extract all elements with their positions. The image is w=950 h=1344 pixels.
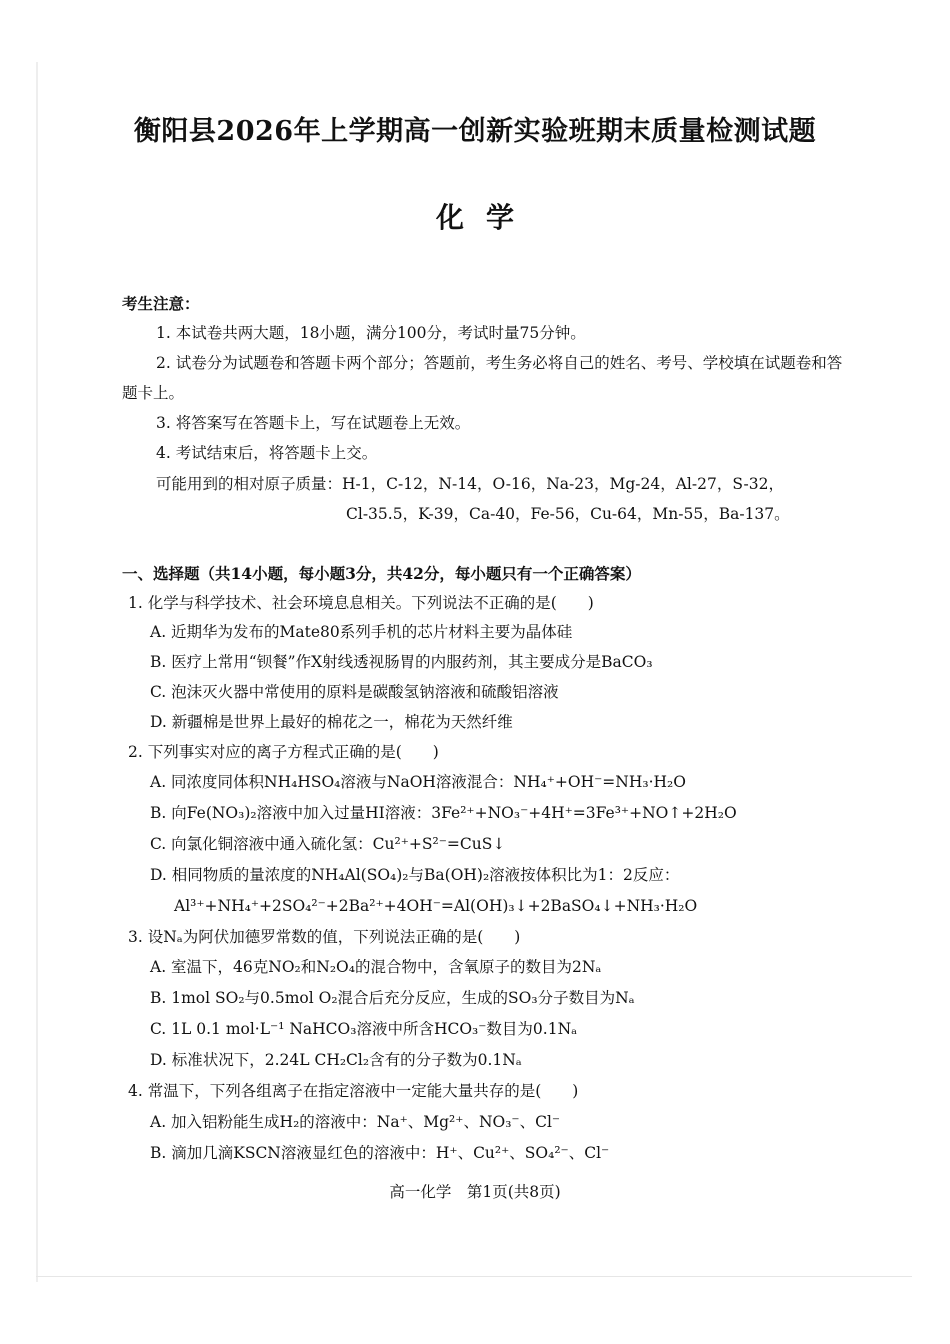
question-option: D. 新疆棉是世界上最好的棉花之一，棉花为天然纤维 [150,713,513,731]
exam-title: 衡阳县2026年上学期高一创新实验班期末质量检测试题 [133,116,817,147]
page-footer: 高一化学 第1页(共8页) [389,1183,561,1201]
notice-item: 2. 试卷分为试题卷和答题卡两个部分；答题前，考生务必将自己的姓名、考号、学校填在试题卷和答 [156,354,843,372]
question-stem: 2. 下列事实对应的离子方程式正确的是( ) [128,743,439,761]
question-option: A. 近期华为发布的Mate80系列手机的芯片材料主要为晶体硅 [150,623,573,641]
question-option: A. 加入铝粉能生成H₂的溶液中：Na⁺、Mg²⁺、NO₃⁻、Cl⁻ [150,1113,561,1131]
notice-item: 题卡上。 [122,384,185,402]
notice-heading: 考生注意： [122,294,200,313]
atomic-mass-line: 可能用到的相对原子质量：H-1，C-12，N-14，O-16，Na-23，Mg-24，Al-27，S-32， [156,475,784,493]
question-option: D. 标准状况下，2.24L CH₂Cl₂含有的分子数为0.1Nₐ [150,1051,522,1069]
question-option: B. 1mol SO₂与0.5mol O₂混合后充分反应，生成的SO₃分子数目为Nₐ [150,989,635,1007]
question-option: C. 向氯化铜溶液中通入硫化氢：Cu²⁺+S²⁻=CuS↓ [150,835,506,853]
atomic-mass-line: Cl-35.5，K-39，Ca-40，Fe-56，Cu-64，Mn-55，Ba-137。 [346,505,790,523]
notice-item: 3. 将答案写在答题卡上，写在试题卷上无效。 [156,414,471,432]
question-option: A. 室温下，46克NO₂和N₂O₄的混合物中，含氧原子的数目为2Nₐ [150,958,602,976]
notice-item: 1. 本试卷共两大题，18小题，满分100分，考试时量75分钟。 [156,324,586,342]
question-stem: 4. 常温下，下列各组离子在指定溶液中一定能大量共存的是( ) [128,1082,579,1100]
subject-title: 化学 [435,201,536,234]
question-option: C. 泡沫灭火器中常使用的原料是碳酸氢钠溶液和硫酸铝溶液 [150,683,559,701]
question-option: B. 滴加几滴KSCN溶液显红色的溶液中：H⁺、Cu²⁺、SO₄²⁻、Cl⁻ [150,1144,610,1162]
question-stem: 1. 化学与科学技术、社会环境息息相关。下列说法不正确的是( ) [128,594,594,612]
scan-edge [36,62,38,1282]
section-heading: 一、选择题（共14小题，每小题3分，共42分，每小题只有一个正确答案） [122,564,641,583]
question-option: B. 向Fe(NO₃)₂溶液中加入过量HI溶液：3Fe²⁺+NO₃⁻+4H⁺=3Fe³⁺+NO↑+2H₂O [150,804,737,822]
question-option: C. 1L 0.1 mol·L⁻¹ NaHCO₃溶液中所含HCO₃⁻数目为0.1Nₐ [150,1020,578,1038]
scan-edge-bottom [36,1276,912,1277]
notice-item: 4. 考试结束后，将答题卡上交。 [156,444,378,462]
question-option: B. 医疗上常用“钡餐”作X射线透视肠胃的内服药剂，其主要成分是BaCO₃ [150,653,653,671]
question-option: D. 相同物质的量浓度的NH₄Al(SO₄)₂与Ba(OH)₂溶液按体积比为1：2反应： [150,866,680,884]
question-option: A. 同浓度同体积NH₄HSO₄溶液与NaOH溶液混合：NH₄⁺+OH⁻=NH₃·H₂O [150,773,686,791]
question-stem: 3. 设Nₐ为阿伏加德罗常数的值，下列说法正确的是( ) [128,928,521,946]
question-option-continued: Al³⁺+NH₄⁺+2SO₄²⁻+2Ba²⁺+4OH⁻=Al(OH)₃↓+2BaSO₄↓+NH₃·H₂O [174,897,698,915]
